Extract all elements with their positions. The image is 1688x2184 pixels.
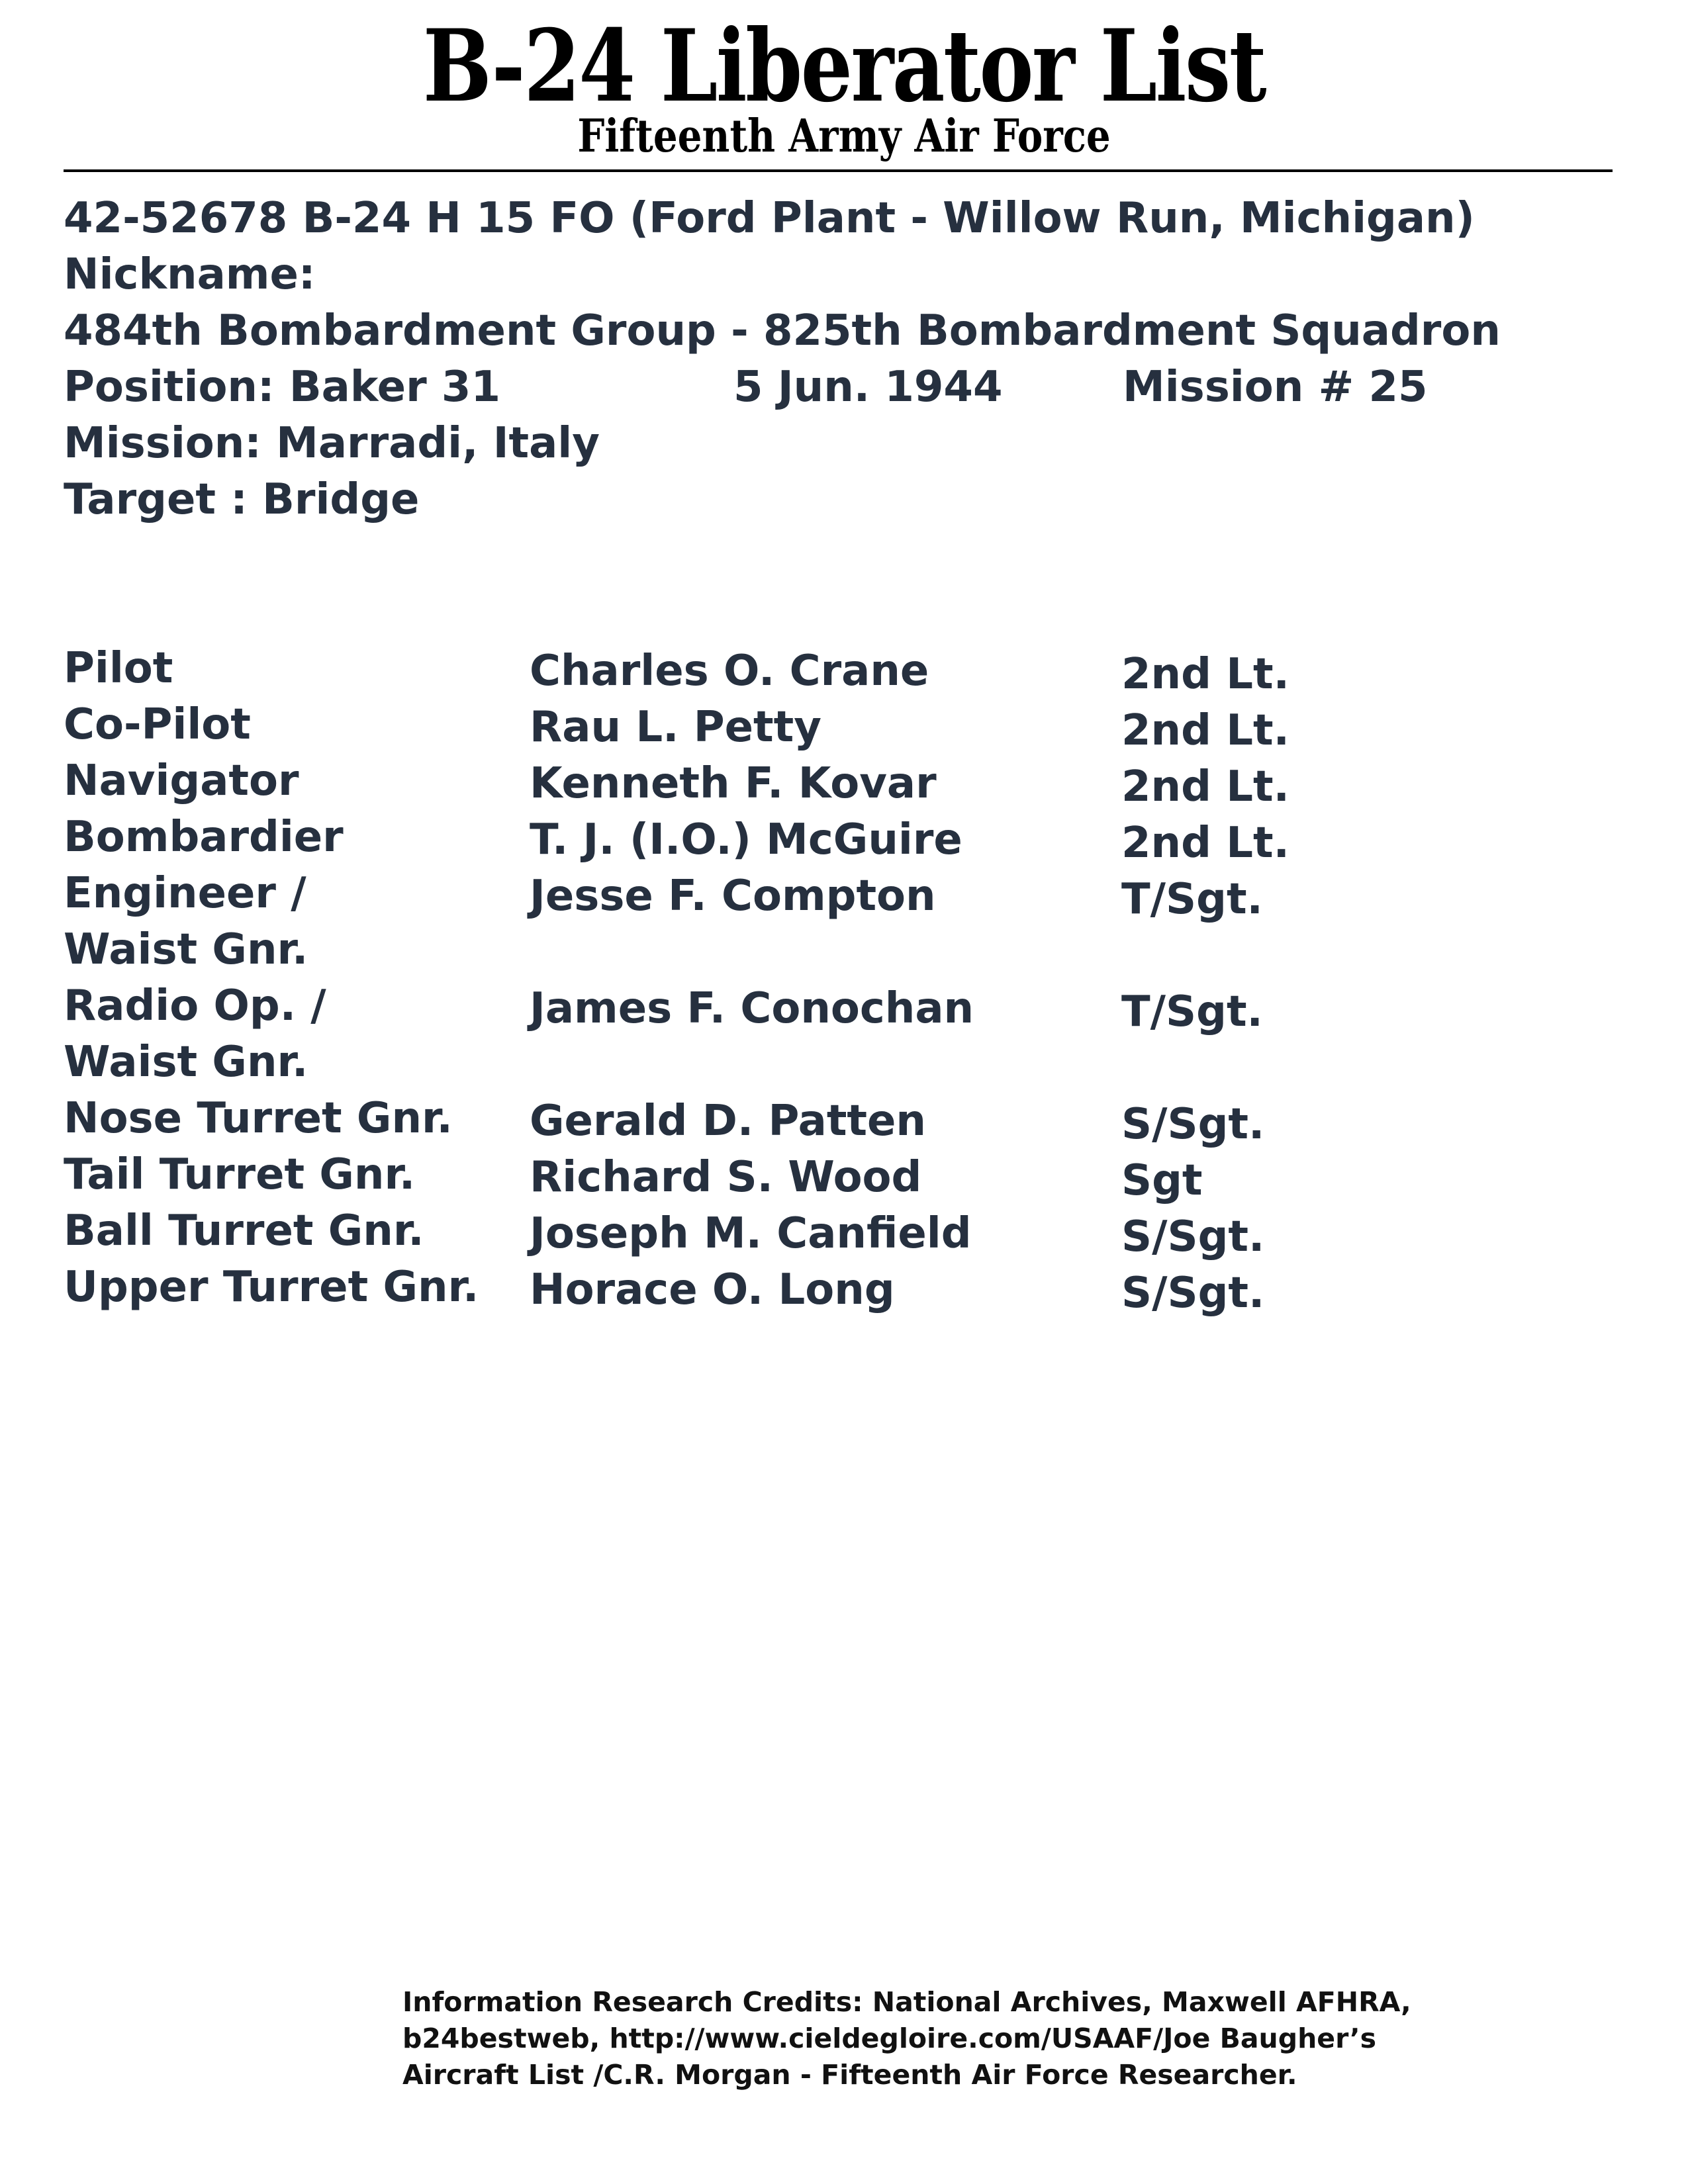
crew-rank-ball-turret: S/Sgt. xyxy=(1121,1212,1265,1261)
crew-name-navigator: Kenneth F. Kovar xyxy=(530,759,937,808)
crew-name-copilot: Rau L. Petty xyxy=(530,703,821,752)
crew-role-pilot: Pilot xyxy=(64,644,173,693)
position-label: Position: Baker 31 xyxy=(64,363,500,412)
nickname-label: Nickname: xyxy=(64,250,316,299)
crew-role-tail-turret: Tail Turret Gnr. xyxy=(64,1150,416,1199)
crew-role-bombardier: Bombardier xyxy=(64,813,344,862)
crew-name-nose-turret: Gerald D. Patten xyxy=(530,1097,926,1146)
crew-rank-nose-turret: S/Sgt. xyxy=(1121,1100,1265,1149)
crew-name-bombardier: T. J. (I.O.) McGuire xyxy=(530,815,962,864)
crew-rank-radio-op: T/Sgt. xyxy=(1121,987,1263,1036)
crew-name-radio-op: James F. Conochan xyxy=(530,984,974,1033)
crew-role-radio-op-line2: Waist Gnr. xyxy=(64,1038,308,1087)
crew-rank-copilot: 2nd Lt. xyxy=(1121,706,1289,755)
mission-target: Target : Bridge xyxy=(64,475,420,524)
crew-name-pilot: Charles O. Crane xyxy=(530,647,929,696)
research-credits xyxy=(402,1984,1411,2093)
page-title: B-24 Liberator List xyxy=(422,8,1266,124)
mission-location: Mission: Marradi, Italy xyxy=(64,419,600,468)
crew-name-upper-turret: Horace O. Long xyxy=(530,1265,895,1314)
mission-number: Mission # 25 xyxy=(1123,363,1428,412)
header-divider xyxy=(64,169,1613,172)
credits-line-1: Information Research Credits: National Archives, Maxwell AFHRA, xyxy=(402,1986,1411,2018)
credits-line-2: b24bestweb, http://www.cieldegloire.com/USAAF/Joe Baugher’s xyxy=(402,2023,1377,2054)
crew-role-navigator: Navigator xyxy=(64,756,299,805)
crew-rank-navigator: 2nd Lt. xyxy=(1121,762,1289,811)
crew-role-upper-turret: Upper Turret Gnr. xyxy=(64,1263,479,1312)
crew-name-tail-turret: Richard S. Wood xyxy=(530,1153,922,1202)
crew-rank-bombardier: 2nd Lt. xyxy=(1121,819,1289,868)
crew-role-ball-turret: Ball Turret Gnr. xyxy=(64,1206,424,1255)
page-subtitle: Fifteenth Army Air Force xyxy=(577,110,1111,163)
crew-role-radio-op: Radio Op. / xyxy=(64,981,326,1030)
crew-role-nose-turret: Nose Turret Gnr. xyxy=(64,1094,453,1143)
mission-date: 5 Jun. 1944 xyxy=(733,363,1003,412)
crew-name-engineer: Jesse F. Compton xyxy=(530,872,936,921)
aircraft-serial-line: 42-52678 B-24 H 15 FO (Ford Plant - Willow Run, Michigan) xyxy=(64,194,1475,243)
group-squadron-line: 484th Bombardment Group - 825th Bombardment Squadron xyxy=(64,306,1501,355)
crew-rank-pilot: 2nd Lt. xyxy=(1121,650,1289,699)
crew-name-ball-turret: Joseph M. Canfield xyxy=(530,1209,972,1258)
crew-role-engineer-line2: Waist Gnr. xyxy=(64,925,308,974)
crew-role-copilot: Co-Pilot xyxy=(64,700,251,749)
crew-rank-tail-turret: Sgt xyxy=(1121,1156,1203,1205)
crew-rank-engineer: T/Sgt. xyxy=(1121,875,1263,924)
credits-line-3: Aircraft List /C.R. Morgan - Fifteenth Air Force Researcher. xyxy=(402,2059,1297,2091)
crew-rank-upper-turret: S/Sgt. xyxy=(1121,1269,1265,1318)
crew-role-engineer: Engineer / xyxy=(64,869,306,918)
